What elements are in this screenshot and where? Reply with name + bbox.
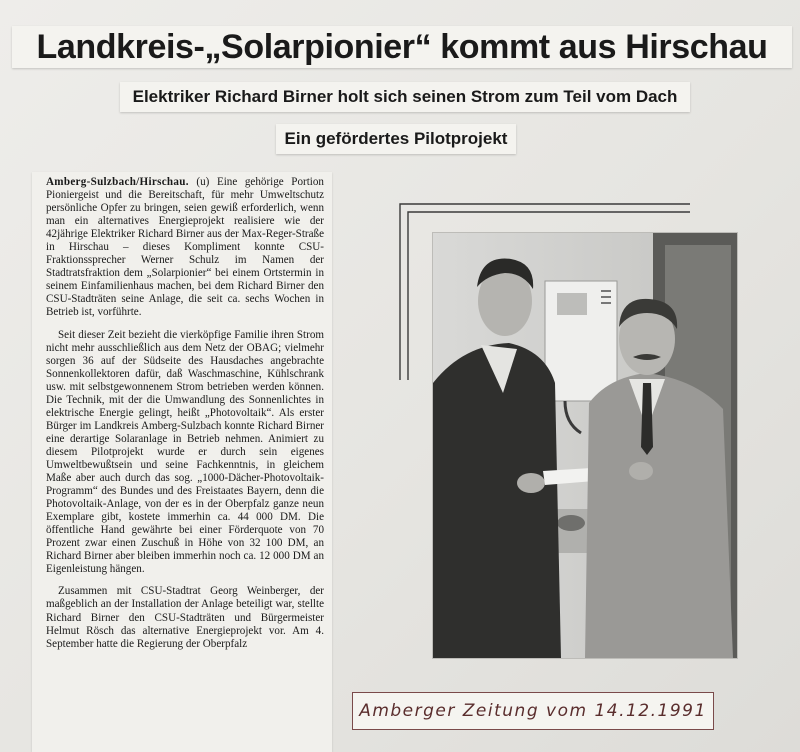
dateline: Amberg-Sulzbach/Hirschau. xyxy=(46,176,189,188)
subheadline-secondary: Ein gefördertes Pilotprojekt xyxy=(276,124,516,154)
subheadline: Elektriker Richard Birner holt sich seinen Strom zum Teil vom Dach xyxy=(120,82,690,112)
article-paragraph: Seit dieser Zeit bezieht die vierköpfige Familie ihren Strom nicht mehr ausschließlich aus dem Netz der OBAG; vielmehr sorgen 36 auf der Südseite des Hausdaches angebrachte Sonnenkollektoren dafür, daß Waschmaschine, Kühlschrank usw. mit selbstgewonnenem Strom betrieben werden können. Die Technik, mit der die Umwandlung des Sonnenlichtes in elektrische Energie gelingt, heißt „Photovoltaik“. Als erster Bürger im Landkreis Amberg-Sulzbach konnte Richard Birner eine derartige Solaranlage in Betrieb nehmen. Animiert zu diesem Pilotprojekt wurde er durch sein eigenes Umweltbewußtsein und seine Fachkenntnis, in gleichem Maße aber auch durch das sog. „1000-Dächer-Photovoltaik-Programm“ des Bundes und des Freistaates Bayern, denn die Photovoltaik-Anlage, von der es in der Oberpfalz ganze neun Exemplare gibt, kostete immerhin ca. 44 000 DM. Die öffentliche Hand gewährte bei einer Förderquote von 70 Prozent zwar einen Zuschuß in Höhe von 32 100 DM, an Richard Birner aber bleiben immerhin noch ca. 12 000 DM an Eigenleistung hängen. xyxy=(46,328,324,576)
article-paragraph xyxy=(46,176,324,320)
handwritten-source-note: Amberger Zeitung vom 14.12.1991 xyxy=(352,692,714,730)
photo-illustration xyxy=(433,233,737,658)
paragraph-1-text: (u) Eine gehörige Portion Pioniergeist und die Bereitschaft, für mehr Umweltschutz persönliche Opfer zu bringen, seien gewiß erforderlich, wenn man ein alternatives Energieprojekt realisiere wie der 42jährige Elektriker Richard Birner aus der Max-Reger-Straße in Hirschau – dieses Kompliment konnte CSU-Fraktionssprecher Werner Schulz im Namen der Stadtratsfraktion dem „Solarpionier“ bei einem Ortstermin in seinem Einfamilienhaus machen, bei dem Richard Birner den CSU-Stadträten seine Anlage, die seit ca. sechs Wochen in Betrieb ist, vorführte. xyxy=(46,176,324,319)
article-paragraph: Zusammen mit CSU-Stadtrat Georg Weinberger, der maßgeblich an der Installation der Anlage beteiligt war, stellte Richard Birner den CSU-Stadträten und Bürgermeister Helmut Rösch das alternative Energieprojekt vor. Am 4. September hatte die Regierung der Oberpfalz xyxy=(46,585,324,650)
article-text xyxy=(46,176,324,660)
headline: Landkreis-„Solarpionier“ kommt aus Hirschau xyxy=(12,26,792,68)
article-photo xyxy=(432,232,738,659)
